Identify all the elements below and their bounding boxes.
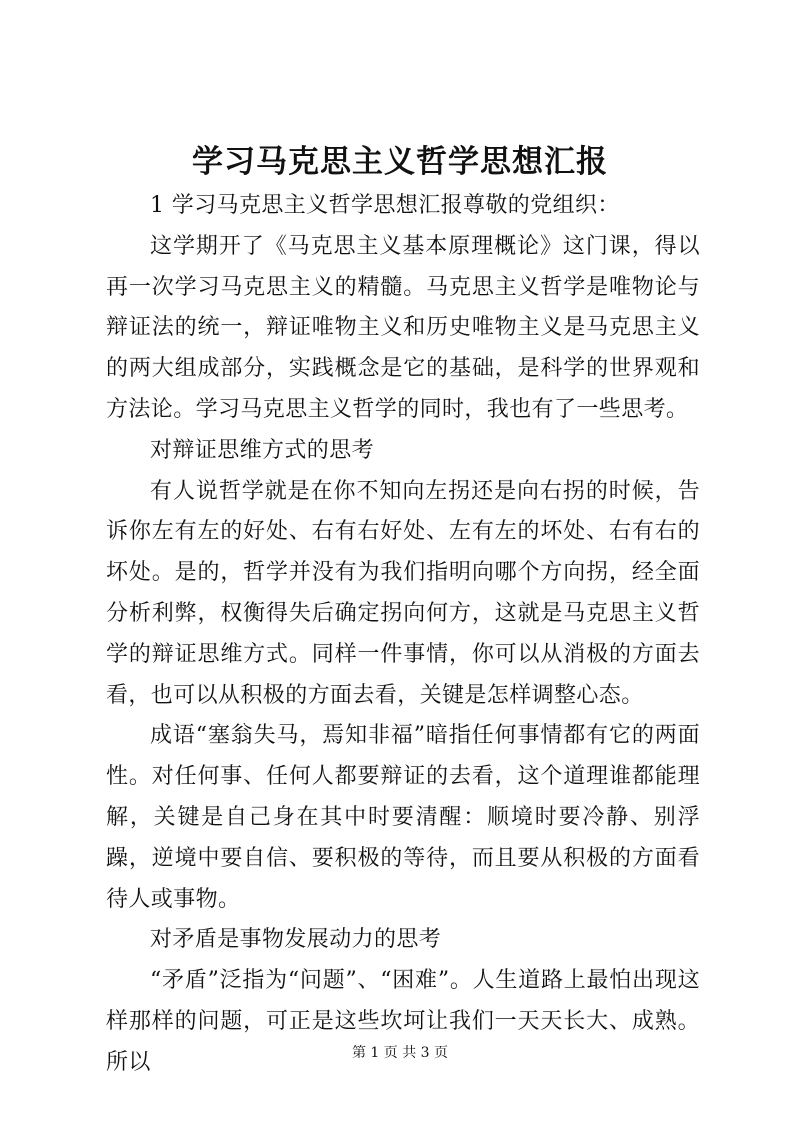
page-number-footer: 第 1 页 共 3 页 [351, 1045, 449, 1061]
section-heading-dialectical-thinking: 对辩证思维方式的思考 [150, 437, 375, 463]
document-title: 学习马克思主义哲学思想汇报 [192, 144, 608, 180]
paragraph-idiom: 成语“塞翁失马，焉知非福”暗指任何事情都有它的两面性。对任何事、任何人都要辩证的去看，这个道理谁都能理解，关键是自己身在其中时要清醒：顺境时要冷静、别浮躁，逆境中要自信、要积极的等待，而且要从积极的方面看待人或事物。 [106, 723, 700, 912]
paragraph-intro: 这学期开了《马克思主义基本原理概论》这门课，得以再一次学习马克思主义的精髓。马克思主义哲学是唯物论与辩证法的统一，辩证唯物主义和历史唯物主义是马克思主义的两大组成部分，实践概念是它的基础，是科学的世界观和方法论。学习马克思主义哲学的同时，我也有了一些思考。 [106, 233, 700, 422]
paragraph-contradiction: “矛盾”泛指为“问题”、“困难”。人生道路上最怕出现这样那样的问题，可正是这些坎坷让我们一天天长大、成熟。所以 [106, 968, 700, 1075]
paragraph-dialectical-thinking: 有人说哲学就是在你不知向左拐还是向右拐的时候，告诉你左有左的好处、右有右好处、左有左的坏处、右有右的坏处。是的，哲学并没有为我们指明向哪个方向拐，经全面分析利弊，权衡得失后确定拐向何方，这就是马克思主义哲学的辩证思维方式。同样一件事情，你可以从消极的方面去看，也可以从积极的方面去看，关键是怎样调整心态。 [106, 478, 700, 708]
document-body [106, 186, 700, 1084]
paragraph-greeting: 1 学习马克思主义哲学思想汇报尊敬的党组织： [150, 193, 620, 218]
section-heading-contradiction: 对矛盾是事物发展动力的思考 [150, 927, 442, 953]
